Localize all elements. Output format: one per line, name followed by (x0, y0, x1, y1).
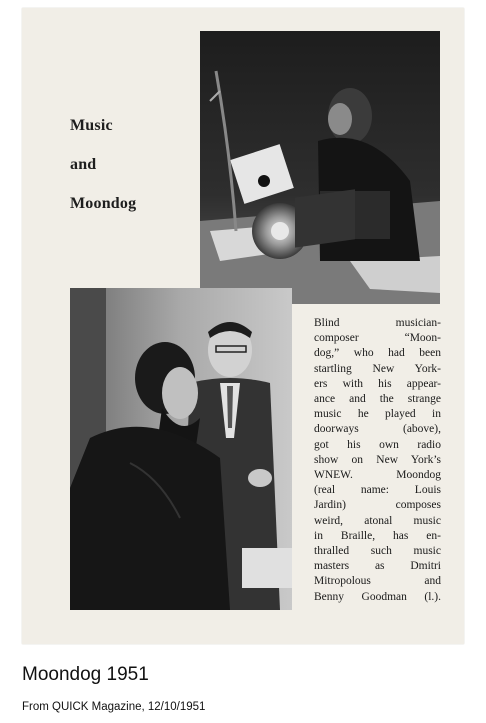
caption-line: startling New York- (314, 362, 441, 375)
heading-line: Music (70, 117, 113, 134)
caption-line: weird, atonal music (314, 514, 441, 527)
caption-line: WNEW. Moondog (314, 469, 441, 482)
caption-line: Mitropolous and (314, 575, 441, 588)
caption-line: got his own radio (314, 438, 441, 451)
caption-line: dog,” who had been (314, 347, 441, 360)
caption-line: Benny Goodman (l.). (314, 590, 441, 603)
caption-line: (real name: Louis (314, 484, 441, 497)
caption-line: in Braille, has en- (314, 529, 441, 542)
caption-line: thralled such music (314, 545, 441, 558)
image-source: From QUICK Magazine, 12/10/1951 (22, 701, 206, 713)
caption-line: composer “Moon- (314, 332, 441, 345)
heading-line: Moondog (70, 195, 137, 212)
caption-line: doorways (above), (314, 423, 441, 436)
caption-line: Jardin) composes (314, 499, 441, 512)
photo-moondog-goodman (70, 288, 292, 610)
article-caption (314, 316, 441, 605)
caption-line: music he played in (314, 408, 441, 421)
heading-line: and (70, 156, 97, 173)
article-heading (70, 106, 136, 223)
caption-line: ers with his appear- (314, 377, 441, 390)
magazine-page (22, 8, 464, 644)
caption-line: masters as Dmitri (314, 560, 441, 573)
image-title: Moondog 1951 (22, 664, 149, 685)
caption-line: Blind musician- (314, 317, 441, 329)
caption-line: show on New York’s (314, 453, 441, 466)
caption-line: ance and the strange (314, 393, 441, 406)
photo-moondog-playing (200, 31, 440, 304)
